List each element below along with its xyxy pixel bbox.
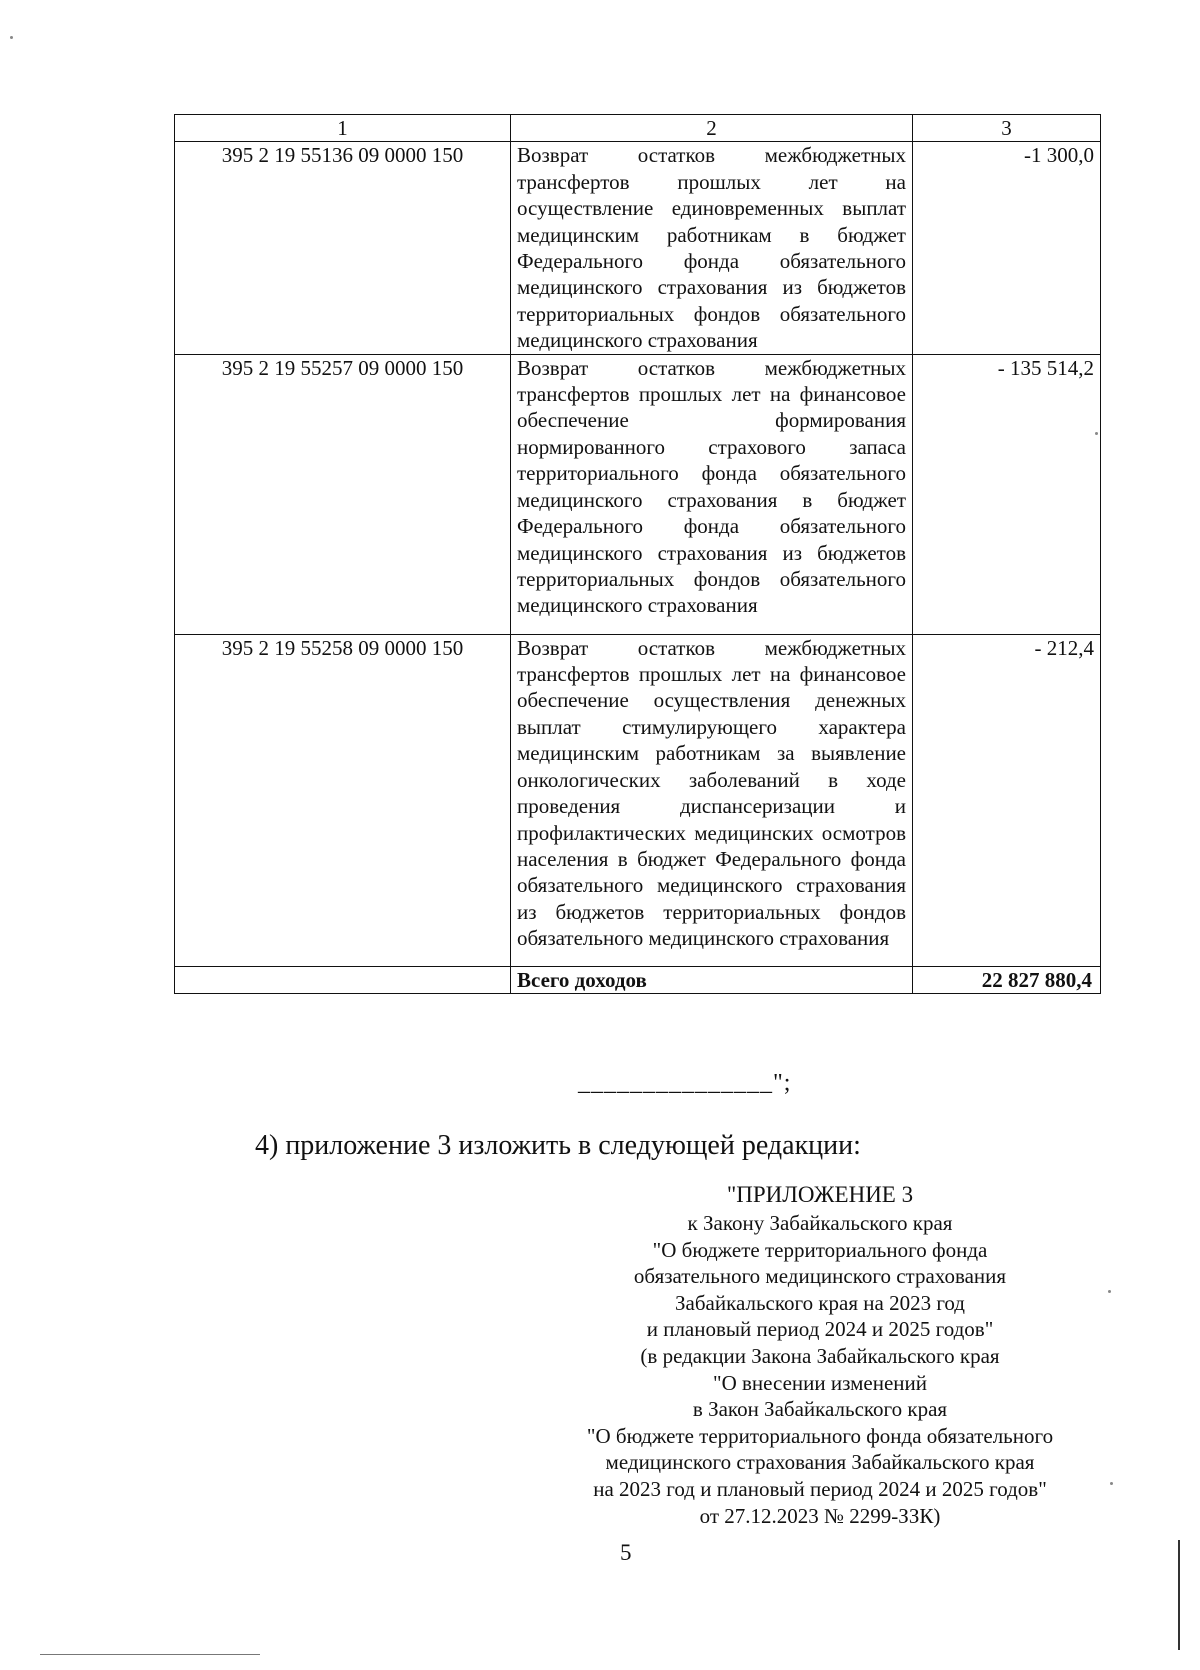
appendix-line: к Закону Забайкальского края — [687, 1211, 953, 1235]
budget-code: 395 2 19 55258 09 0000 150 — [175, 634, 511, 966]
column-header-2: 2 — [511, 115, 913, 142]
amendment-item: 4) приложение 3 изложить в следующей редакции: — [255, 1130, 861, 1161]
revenue-description: Возврат остатков межбюджетных трансфертов прошлых лет на финансовое обеспечение осуществления денежных выплат стимулирующего характера медицинским работникам за выявление онкологических заболеваний в ходе проведения диспансеризации и профилактических медицинских осмотров населения в бюджет Федерального фонда обязательного медицинского страхования из бюджетов территориальных фондов обязательного медицинского страхования — [511, 634, 913, 966]
revenue-amount: - 135 514,2 — [913, 354, 1101, 634]
column-header-1: 1 — [175, 115, 511, 142]
appendix-line: Забайкальского края на 2023 год — [675, 1290, 965, 1315]
closing-quote-line: _______________"; — [578, 1070, 792, 1096]
appendix-line: "О внесении изменений — [713, 1370, 927, 1395]
revenue-description: Возврат остатков межбюджетных трансфертов прошлых лет на осуществление единовременных выплат медицинским работникам в бюджет Федерального фонда обязательного медицинского страхования из бюджетов территориальных фондов обязательного медицинского страхования — [511, 142, 913, 354]
appendix-line: в Закон Забайкальского края — [692, 1397, 948, 1422]
revenue-amount: -1 300,0 — [913, 142, 1101, 354]
revenue-amount: - 212,4 — [913, 634, 1101, 966]
scan-bottom-rule — [40, 1654, 260, 1655]
table-row — [175, 142, 1101, 354]
scan-speck — [1095, 432, 1098, 435]
scan-speck — [1110, 1482, 1113, 1485]
scan-speck — [1108, 1290, 1111, 1293]
budget-code: 395 2 19 55136 09 0000 150 — [175, 142, 511, 354]
scan-speck — [10, 36, 13, 39]
table-header-row — [175, 115, 1101, 142]
appendix-line: на 2023 год и плановый период 2024 и 2025 годов" — [593, 1476, 1047, 1501]
appendix-line: "О бюджете территориального фонда обязательного — [586, 1423, 1054, 1448]
appendix-line: от 27.12.2023 № 2299-ЗЗК) — [699, 1503, 941, 1528]
table-row — [175, 634, 1101, 966]
column-header-3: 3 — [913, 115, 1101, 142]
total-row — [175, 966, 1101, 993]
total-label: Всего доходов — [511, 966, 913, 993]
revenue-description: Возврат остатков межбюджетных трансфертов прошлых лет на финансовое обеспечение формирования нормированного страхового запаса территориального фонда обязательного медицинского страхования в бюджет Федерального фонда обязательного медицинского страхования из бюджетов территориальных фондов обязательного медицинского страхования — [511, 354, 913, 634]
table-row — [175, 354, 1101, 634]
appendix-line: обязательного медицинского страхования — [633, 1264, 1007, 1289]
total-amount: 22 827 880,4 — [913, 966, 1101, 993]
scan-margin-line — [1178, 1540, 1180, 1650]
appendix-line: "О бюджете территориального фонда — [652, 1237, 988, 1262]
appendix-line: "ПРИЛОЖЕНИЕ 3 — [726, 1182, 914, 1207]
appendix-line: (в редакции Закона Забайкальского края — [640, 1343, 1000, 1368]
budget-code: 395 2 19 55257 09 0000 150 — [175, 354, 511, 634]
page-number: 5 — [620, 1540, 632, 1565]
appendix-heading-block — [540, 1180, 1100, 1529]
appendix-line: медицинского страхования Забайкальского края — [605, 1450, 1035, 1475]
revenue-table — [174, 114, 1101, 994]
total-code — [175, 966, 511, 993]
appendix-line: и плановый период 2024 и 2025 годов" — [646, 1317, 994, 1342]
